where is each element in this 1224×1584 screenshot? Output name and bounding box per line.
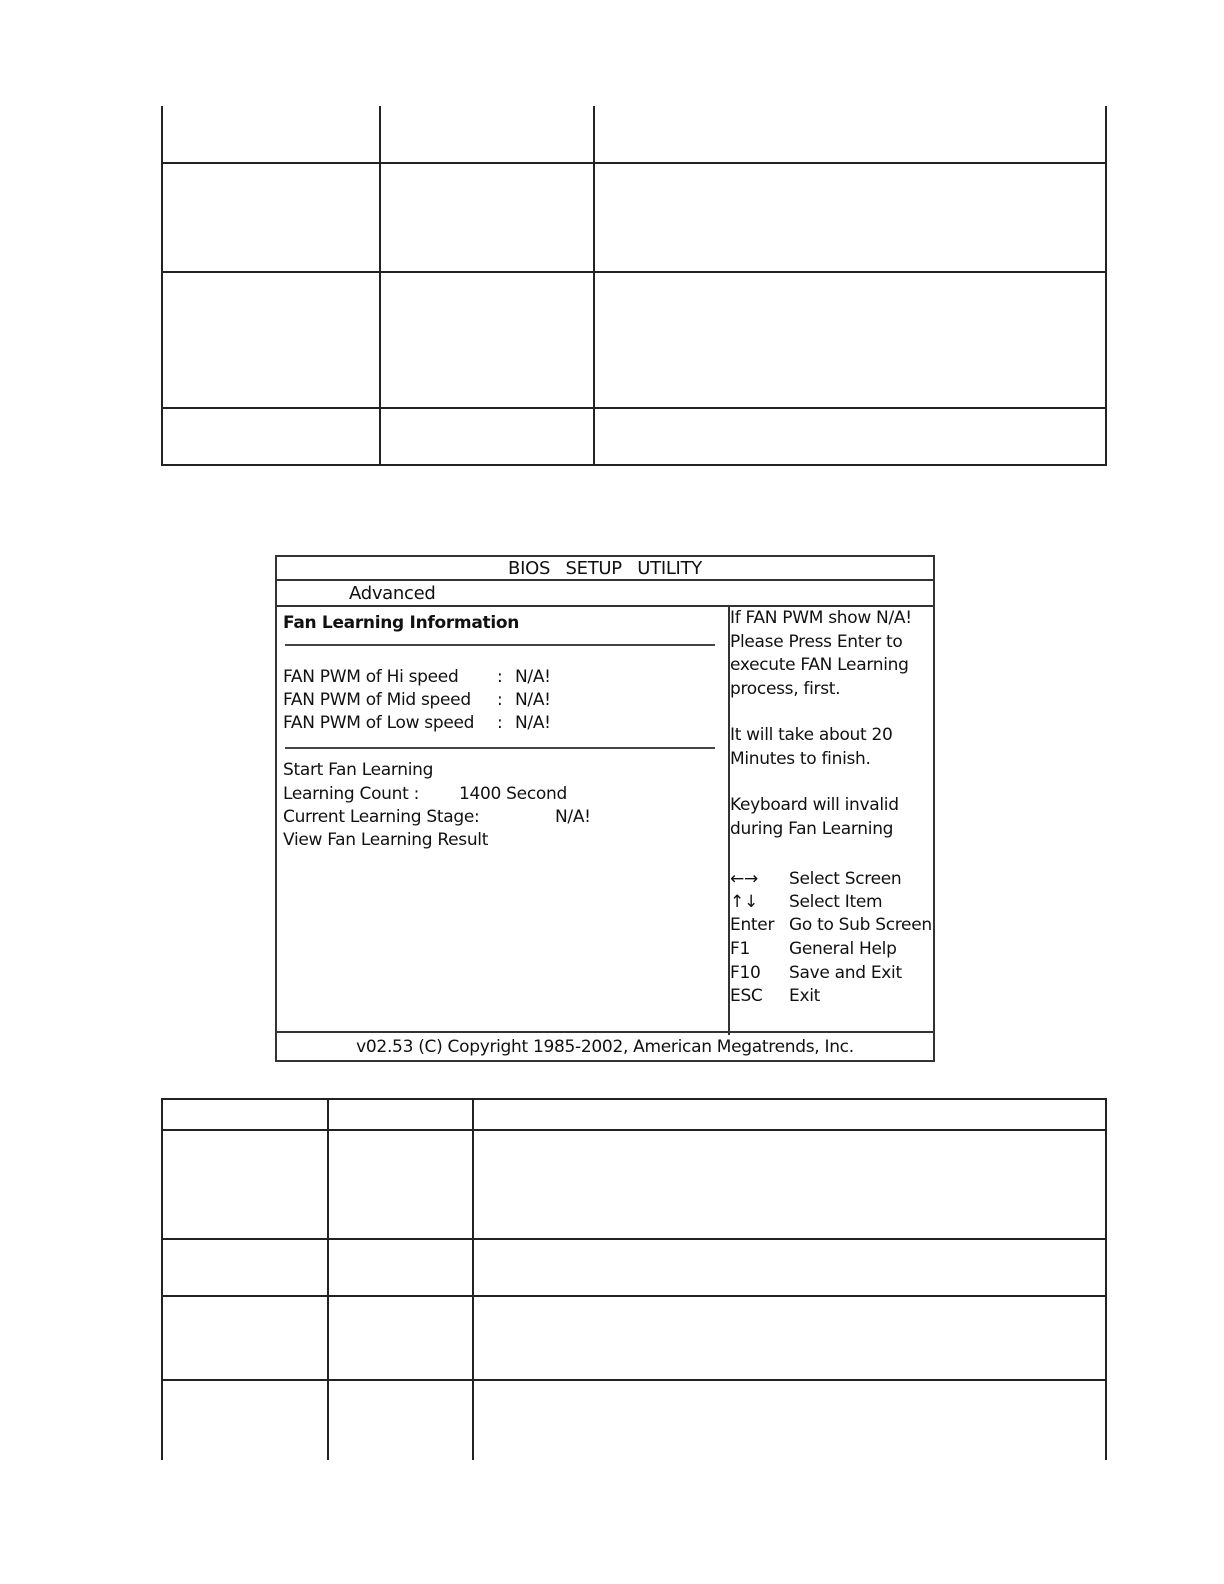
table-cell <box>162 1296 328 1380</box>
view-fan-learning-result-item[interactable]: View Fan Learning Result <box>283 830 489 850</box>
fan-pwm-low-sep: : <box>497 713 503 733</box>
table-cell <box>473 1099 1106 1130</box>
fan-pwm-mid-sep: : <box>497 690 503 710</box>
table-cell <box>380 272 594 408</box>
table-cell <box>328 1130 473 1239</box>
bios-left-pane <box>277 607 730 1035</box>
bios-screenshot <box>275 555 935 1062</box>
table-cell <box>380 163 594 272</box>
table-cell <box>473 1239 1106 1296</box>
table-cell <box>594 272 1106 408</box>
current-stage-label: Current Learning Stage: <box>283 807 480 827</box>
table-cell <box>162 1099 328 1130</box>
left-right-arrow-icon: ←→ <box>730 869 758 889</box>
table-cell <box>162 1380 328 1460</box>
fan-pwm-hi-value: N/A! <box>515 667 551 687</box>
fan-pwm-mid-row <box>283 690 551 710</box>
table-cell <box>594 163 1106 272</box>
bios-help-pane <box>730 607 933 1035</box>
up-down-arrow-icon: ↑↓ <box>730 892 758 912</box>
section-title: Fan Learning Information <box>283 613 520 633</box>
fan-pwm-hi-sep: : <box>497 667 503 687</box>
table-cell <box>380 408 594 465</box>
table-cell <box>162 272 380 408</box>
fan-pwm-low-value: N/A! <box>515 713 551 733</box>
learning-count-row[interactable] <box>283 784 567 804</box>
current-stage-value: N/A! <box>555 807 591 827</box>
key-label: F1 <box>730 939 750 959</box>
help-text-line: during Fan Learning <box>730 819 894 839</box>
learning-count-value: 1400 Second <box>459 784 567 804</box>
help-text-line: Keyboard will invalid <box>730 795 899 815</box>
help-text-line: execute FAN Learning <box>730 655 909 675</box>
table-cell <box>162 1130 328 1239</box>
table-cell <box>162 163 380 272</box>
key-label: F10 <box>730 963 761 983</box>
table-cell <box>473 1296 1106 1380</box>
table-cell <box>162 408 380 465</box>
start-fan-learning-item[interactable]: Start Fan Learning <box>283 760 434 780</box>
table-cell <box>328 1239 473 1296</box>
table-row <box>162 408 1106 465</box>
table-header-row <box>162 1099 1106 1130</box>
table-row <box>162 1296 1106 1380</box>
fan-pwm-hi-row <box>283 667 551 687</box>
fan-pwm-hi-label: FAN PWM of Hi speed <box>283 667 459 687</box>
table-cell <box>328 1380 473 1460</box>
learning-count-label: Learning Count : <box>283 784 420 804</box>
key-desc: General Help <box>789 939 897 959</box>
divider <box>285 644 715 646</box>
current-stage-row <box>283 807 591 827</box>
table-cell <box>473 1380 1106 1460</box>
fan-pwm-mid-label: FAN PWM of Mid speed <box>283 690 471 710</box>
table-cell <box>162 1239 328 1296</box>
key-desc: Go to Sub Screen <box>789 915 932 935</box>
table-row <box>162 1380 1106 1460</box>
key-label: ESC <box>730 986 763 1006</box>
bios-menubar <box>277 581 933 607</box>
fan-pwm-low-label: FAN PWM of Low speed <box>283 713 475 733</box>
table-cell <box>380 106 594 163</box>
tab-advanced[interactable]: Advanced <box>349 583 436 604</box>
table-row <box>162 163 1106 272</box>
table-row <box>162 106 1106 163</box>
key-desc: Save and Exit <box>789 963 902 983</box>
bios-copyright-footer: v02.53 (C) Copyright 1985-2002, American Megatrends, Inc. <box>277 1031 933 1060</box>
key-desc: Select Screen <box>789 869 902 889</box>
help-text-line: It will take about 20 <box>730 725 893 745</box>
table-cell <box>473 1130 1106 1239</box>
bios-title: BIOS SETUP UTILITY <box>277 557 933 581</box>
table-cell <box>162 106 380 163</box>
table-cell <box>328 1099 473 1130</box>
help-text-line: Minutes to finish. <box>730 749 871 769</box>
table-row <box>162 1239 1106 1296</box>
key-desc: Exit <box>789 986 820 1006</box>
bottom-table <box>161 1098 1107 1460</box>
fan-pwm-low-row <box>283 713 551 733</box>
help-text-line: process, first. <box>730 679 841 699</box>
divider <box>285 747 715 749</box>
table-row <box>162 272 1106 408</box>
key-label: Enter <box>730 915 775 935</box>
table-row <box>162 1130 1106 1239</box>
table-cell <box>328 1296 473 1380</box>
table-cell <box>594 106 1106 163</box>
fan-pwm-mid-value: N/A! <box>515 690 551 710</box>
key-desc: Select Item <box>789 892 883 912</box>
table-cell <box>594 408 1106 465</box>
help-text-line: If FAN PWM show N/A! <box>730 608 912 628</box>
top-table <box>161 106 1107 466</box>
help-text-line: Please Press Enter to <box>730 632 903 652</box>
